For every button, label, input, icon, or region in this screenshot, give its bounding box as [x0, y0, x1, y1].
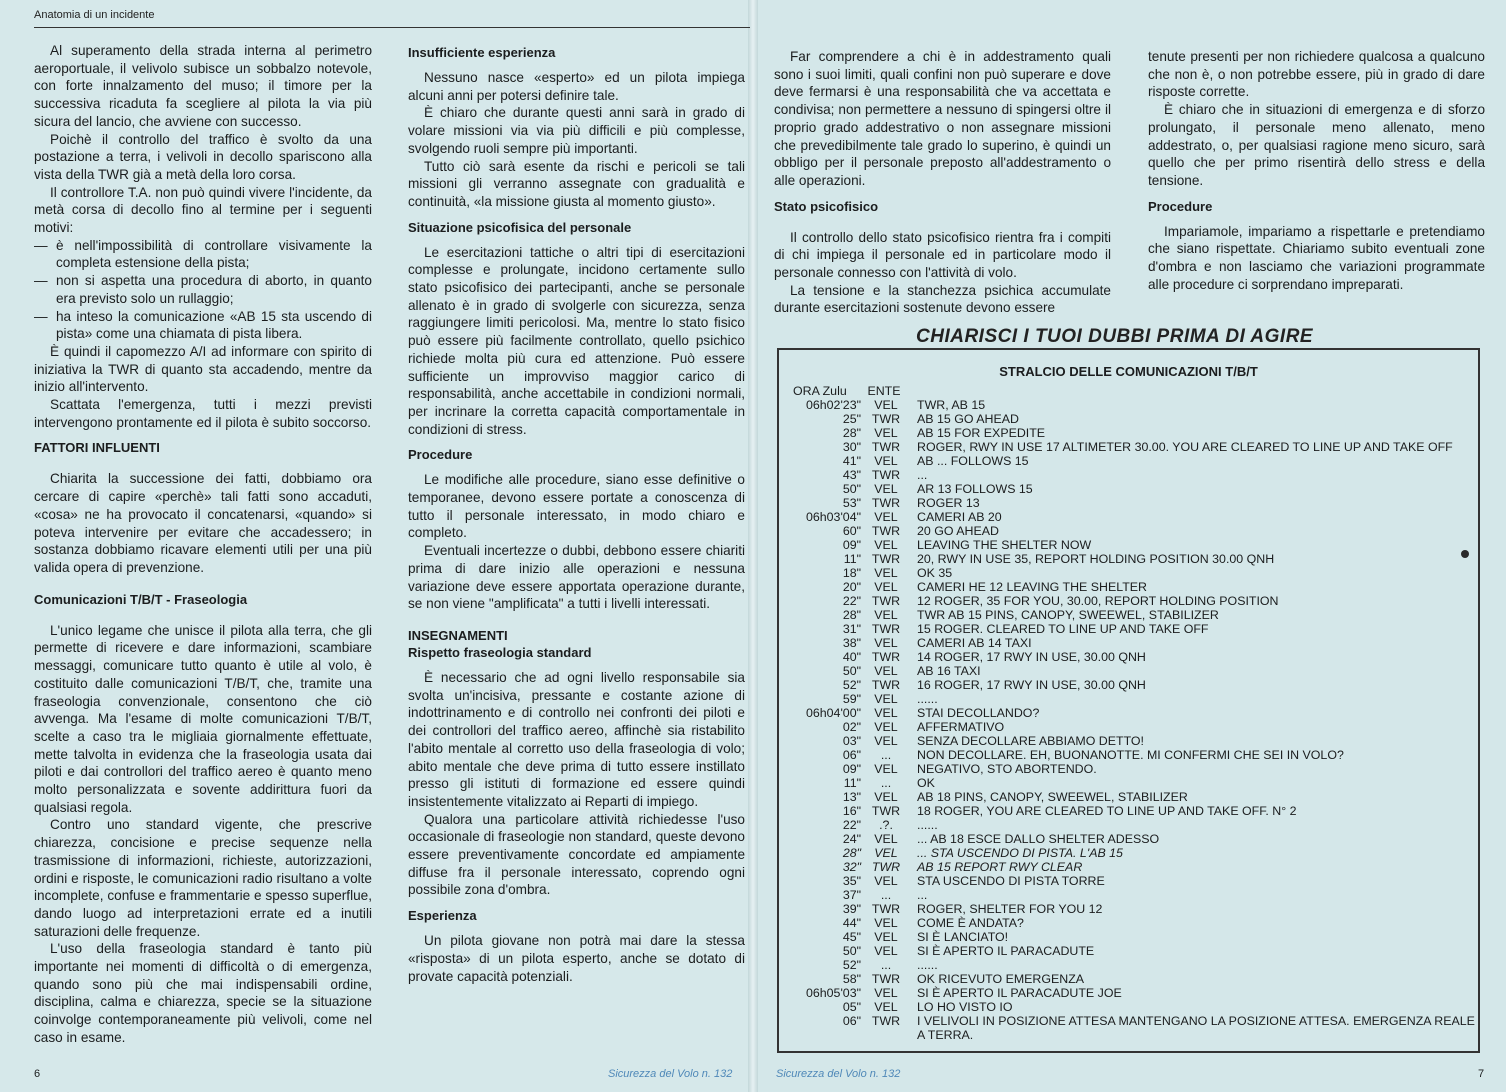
paragraph: Le esercitazioni tattiche o altri tipi di esercitazioni complesse e prolungate, incidono certamente sullo stato psicofisico dei partecipanti, anche se personale allenato è in grado di svolgerle con sicurezza, senza raggiungere limiti pericolosi. Ma, mentre lo stato fisico può essere più facilmente controllato, quello psichico richiede molta più cura ed attenzione. Può essere sufficiente un improvviso maggior carico di responsabilità, anche accettabile in condizioni normali, per incrinare la corretta capacità comportamentale in condizioni di stress. [408, 244, 745, 437]
header-entity: ENTE [867, 384, 901, 398]
time-cell: 39" [842, 902, 861, 916]
entity-cell: VEL [874, 916, 898, 930]
table-row [789, 454, 1479, 468]
table-row [789, 594, 1479, 608]
entity-cell: TWR [871, 496, 901, 510]
entity-cell: VEL [874, 510, 898, 524]
time-cell: 05" [842, 1000, 861, 1014]
time-cell: 18" [842, 566, 861, 580]
entity-cell: VEL [874, 692, 898, 706]
time-cell: 16" [842, 804, 861, 818]
message-cell: AB 16 TAXI [917, 664, 981, 678]
time-cell: 43" [842, 468, 861, 482]
entity-cell: VEL [874, 762, 898, 776]
time-cell: 58" [842, 972, 861, 986]
entity-cell: TWR [871, 622, 901, 636]
entity-cell: VEL [874, 790, 898, 804]
message-cell: STA USCENDO DI PISTA TORRE [917, 874, 1105, 888]
paragraph: È chiaro che durante questi anni sarà in grado di volare missioni via via più difficili e più complesse, svolgendo ruoli sempre più importanti. [408, 105, 745, 156]
time-cell: 60" [842, 524, 861, 538]
paragraph: Nessuno nasce «esperto» ed un pilota impiega alcuni anni per potersi definire tale. [408, 70, 745, 103]
paragraph: Far comprendere a chi è in addestramento quali sono i suoi limiti, quali confini non può superare e dove deve fermarsi è una responsabilità che va accettata e condivisa; non permettere a nessuno di spingersi oltre il proprio grado addestrativo o non assegnare missioni che prevedibilmente tale grado lo superino, è quindi un obbligo per il personale preposto all'addestramento o alle operazioni. [774, 49, 1111, 188]
magazine-footer-right [776, 1068, 900, 1080]
time-cell: 41" [842, 454, 861, 468]
time-cell: 06" [842, 1014, 861, 1028]
communications-table [789, 384, 1479, 1042]
message-cell: LEAVING THE SHELTER NOW [917, 538, 1092, 552]
time-cell: 44" [842, 916, 861, 930]
list-item: — non si aspetta una procedura di aborto, in quanto era previsto solo un rullaggio; [34, 272, 372, 307]
table-row [789, 412, 1479, 426]
entity-cell: TWR [871, 440, 901, 454]
motivi-list [34, 237, 372, 343]
section-heading: Situazione psicofisica del personale [408, 219, 632, 235]
message-cell: SI È LANCIATO! [917, 930, 1009, 944]
time-cell: 52" [842, 678, 861, 692]
message-cell: ...... [917, 818, 938, 832]
time-cell: 50" [842, 944, 861, 958]
section-heading: Procedure [408, 447, 473, 463]
message-cell: OK RICEVUTO EMERGENZA [917, 972, 1085, 986]
table-row [789, 678, 1479, 692]
time-cell: 52" [842, 958, 861, 972]
paragraph: Contro uno standard vigente, che prescrive chiarezza, concisione e precise sequenze nella trasmissione di informazioni, richieste, autorizzazioni, ordini e risposte, le comunicazioni radio risultano a volte incomplete, confuse e frammentarie e spesso superflue, dando luogo ad interpretazioni errate ed a inutili saturazioni delle frequenze. [34, 817, 372, 939]
message-cell: AB 15 GO AHEAD [917, 412, 1019, 426]
time-cell: 22" [842, 594, 861, 608]
table-row [789, 636, 1479, 650]
time-cell: 22" [842, 818, 861, 832]
table-row [789, 790, 1479, 804]
time-cell: 31" [842, 622, 861, 636]
paragraph: Poichè il controllo del traffico è svolto da una postazione a terra, i velivoli in decollo spariscono alla vista della TWR già a metà della loro corsa. [34, 131, 372, 182]
table-row [789, 958, 1479, 972]
section-heading: Comunicazioni T/B/T - Fraseologia [34, 591, 248, 607]
entity-cell: ... [880, 748, 892, 762]
message-cell: ... AB 18 ESCE DALLO SHELTER ADESSO [917, 832, 1160, 846]
entity-cell: VEL [874, 538, 898, 552]
entity-cell: TWR [871, 650, 901, 664]
time-cell: 35" [842, 874, 861, 888]
time-cell: 28" [842, 846, 861, 860]
time-cell: 59" [842, 692, 861, 706]
paragraph: Qualora una particolare attività richiedesse l'uso occasionale di fraseologie non standard, queste devono essere preventivamente concordate ed ampiamente diffuse fra il personale interessato, coprendo ogni possibile zona d'ombra. [408, 811, 745, 898]
list-item: — ha inteso la comunicazione «AB 15 sta uscendo di pista» come una chiamata di pista libera. [34, 308, 372, 343]
message-cell: COME È ANDATA? [917, 916, 1024, 930]
page-gutter [748, 0, 758, 1092]
paragraph: Il controllo dello stato psicofisico rientra fra i compiti di chi impiega il personale ed in particolare modo il personale connesso con l'attività di volo. [774, 229, 1111, 281]
column-2 [408, 44, 745, 985]
time-cell: 30" [842, 440, 861, 454]
entity-cell: .?. [879, 818, 893, 832]
message-cell: ... [917, 468, 928, 482]
table-row [789, 496, 1479, 510]
time-cell: 24" [842, 832, 861, 846]
message-cell: TWR AB 15 PINS, CANOPY, SWEEWEL, STABILIZER [917, 608, 1219, 622]
table-row [789, 986, 1479, 1000]
time-cell: 06h03'04" [805, 510, 861, 524]
message-cell: SENZA DECOLLARE ABBIAMO DETTO! [917, 734, 1144, 748]
table-row [789, 650, 1479, 664]
message-cell: 20, RWY IN USE 35, REPORT HOLDING POSITION 30.00 QNH [917, 552, 1275, 566]
entity-cell: TWR [871, 1014, 901, 1028]
table-row [789, 608, 1479, 622]
table-row [789, 944, 1479, 958]
time-cell: 25" [842, 412, 861, 426]
entity-cell: VEL [874, 846, 898, 860]
message-cell: OK [917, 776, 935, 790]
time-cell: 50" [842, 664, 861, 678]
table-row [789, 874, 1479, 888]
table-row [789, 804, 1479, 818]
message-cell: AFFERMATIVO [917, 720, 1005, 734]
entity-cell: TWR [871, 804, 901, 818]
message-cell: ROGER, SHELTER FOR YOU 12 [917, 902, 1103, 916]
entity-cell: TWR [871, 468, 901, 482]
paragraph: Chiarita la successione dei fatti, dobbiamo ora cercare di capire «perchè» tali fatti sono accaduti, «cosa» ne ha provocato il concatenarsi, «quando» si poteva intervenire per evitare che accadessero; in sostanza dobbiamo ricavare elementi utili per una più valida opera di prevenzione. [34, 471, 372, 575]
message-cell: ...... [917, 958, 938, 972]
time-cell: 13" [842, 790, 861, 804]
entity-cell: ... [880, 776, 892, 790]
message-cell: 14 ROGER, 17 RWY IN USE, 30.00 QNH [917, 650, 1146, 664]
table-row [789, 622, 1479, 636]
message-cell: TWR, AB 15 [917, 398, 986, 412]
table-row [789, 398, 1479, 412]
time-cell: 37" [842, 888, 861, 902]
entity-cell: VEL [874, 608, 898, 622]
section-heading: Stato psicofisico [774, 198, 879, 214]
paragraph: Le modifiche alle procedure, siano esse definitive o temporanee, devono essere portate a conoscenza di tutto il personale interessato, in modo chiaro e completo. [408, 472, 745, 541]
time-cell: 09" [842, 762, 861, 776]
message-cell: AB 15 REPORT RWY CLEAR [917, 860, 1083, 874]
section-heading: Rispetto fraseologia standard [408, 644, 592, 660]
column-3 [774, 48, 1111, 317]
time-cell: 45" [842, 930, 861, 944]
paragraph: L'uso della fraseologia standard è tanto più importante nei momenti di difficoltà o di emergenza, quando sono più che mai indispensabili ordine, disciplina, calma e chiarezza, specie se la situazione coinvolge contemporaneamente più velivoli, come nel caso in esame. [34, 941, 372, 1045]
table-row [789, 664, 1479, 678]
entity-cell: TWR [871, 678, 901, 692]
message-cell: AB 15 FOR EXPEDITE [917, 426, 1046, 440]
time-cell: 03" [842, 734, 861, 748]
time-cell: 06h04'00" [805, 706, 861, 720]
entity-cell: VEL [874, 580, 898, 594]
table-row [789, 468, 1479, 482]
time-cell: 02" [842, 720, 861, 734]
section-heading: INSEGNAMENTI [408, 627, 508, 643]
entity-cell: VEL [874, 1000, 898, 1014]
table-row [789, 440, 1479, 454]
time-cell: 11" [843, 776, 861, 790]
time-cell: 20" [842, 580, 861, 594]
running-head: Anatomia di un incidente [34, 9, 155, 21]
time-cell: 06" [842, 748, 861, 762]
table-row [789, 972, 1479, 986]
table-row [789, 524, 1479, 538]
message-cell: SI È APERTO IL PARACADUTE JOE [917, 986, 1122, 1000]
table-row [789, 1014, 1479, 1042]
message-cell: NON DECOLLARE. EH, BUONANOTTE. MI CONFERMI CHE SEI IN VOLO? [917, 748, 1344, 762]
time-cell: 40" [842, 650, 861, 664]
paragraph: Eventuali incertezze o dubbi, debbono essere chiariti prima di dare inizio alle operazioni e nessuna variazione deve essere apportata operazione durante, se non viene "amplificata" a tutti i livelli interessati. [408, 543, 745, 612]
paragraph: È chiaro che in situazioni di emergenza e di sforzo prolungato, il personale meno allenato, meno addestrato, o, per qualsiasi ragione meno sicuro, sarà quello che per primo risentirà dello stress e della tensione. [1148, 102, 1485, 188]
entity-cell: VEL [874, 832, 898, 846]
time-cell: 38" [842, 636, 861, 650]
time-cell: 06h02'23" [805, 398, 861, 412]
entity-cell: VEL [874, 930, 898, 944]
message-cell: 16 ROGER, 17 RWY IN USE, 30.00 QNH [917, 678, 1146, 692]
entity-cell: VEL [874, 636, 898, 650]
table-row [789, 426, 1479, 440]
message-cell: ROGER, RWY IN USE 17 ALTIMETER 30.00. YOU ARE CLEARED TO LINE UP AND TAKE OFF [917, 440, 1453, 454]
paragraph: Impariamole, impariamo a rispettarle e pretendiamo che siano rispettate. Chiariamo subito eventuali zone d'ombra e non lasciamo che variazioni programmate alle procedure ci sorprendano impreparati. [1148, 223, 1485, 292]
banner-title: CHIARISCI I TUOI DUBBI PRIMA DI AGIRE [916, 326, 1314, 347]
entity-cell: ... [880, 888, 892, 902]
section-heading: Procedure [1148, 198, 1213, 214]
entity-cell: TWR [871, 972, 901, 986]
entity-cell: VEL [874, 482, 898, 496]
paragraph: Un pilota giovane non potrà mai dare la stessa «risposta» di un pilota esperto, anche se dotato di provate capacità potenziali. [408, 933, 745, 984]
table-row [789, 482, 1479, 496]
time-cell: 53" [842, 496, 861, 510]
paragraph: Il controllore T.A. non può quindi vivere l'incidente, da metà corsa di decollo fino al termine per i seguenti motivi: [34, 184, 372, 236]
table-row [789, 692, 1479, 706]
message-cell: NEGATIVO, STO ABORTENDO. [917, 762, 1097, 776]
box-title: STRALCIO DELLE COMUNICAZIONI T/B/T [999, 364, 1258, 379]
message-cell: 15 ROGER. CLEARED TO LINE UP AND TAKE OFF [917, 622, 1209, 636]
table-row [789, 510, 1479, 524]
table-row [789, 888, 1479, 902]
table-row [789, 566, 1479, 580]
paragraph: Scattata l'emergenza, tutti i mezzi previsti intervengono prontamente ed il pilota è subito soccorso. [34, 397, 372, 430]
column-1 [34, 42, 372, 1047]
list-item: — è nell'impossibilità di controllare visivamente la completa estensione della pista; [34, 237, 372, 272]
time-cell: 28" [842, 426, 861, 440]
table-row [789, 916, 1479, 930]
time-cell: 11" [843, 552, 861, 566]
paragraph: L'unico legame che unisce il pilota alla terra, che gli permette di ricevere e dare informazioni, scambiare messaggi, comunicare tutto quanto è utile al volo, è costituito dalle comunicazioni T/B/T, che, tramite una fraseologia convenzionale, consentono che ciò avvenga. Ma l'esame di molte comunicazioni T/B/T, scelte a caso tra le migliaia giornalmente effettuate, mette talvolta in evidenza che la fraseologia usata dai piloti e dai controllori del traffico aereo è quanto meno molto personalizzata e sovente addirittura fuori da qualsiasi regola. [34, 622, 372, 815]
page-number-left: 6 [34, 1068, 41, 1080]
magazine-name: Sicurezza del Volo n. 132 [776, 1068, 901, 1080]
message-cell: AR 13 FOLLOWS 15 [917, 482, 1033, 496]
entity-cell: TWR [871, 552, 901, 566]
table-row [789, 902, 1479, 916]
table-row [789, 776, 1479, 790]
message-cell: CAMERI AB 20 [917, 510, 1002, 524]
message-cell: AB 18 PINS, CANOPY, SWEEWEL, STABILIZER [917, 790, 1188, 804]
entity-cell: VEL [874, 986, 898, 1000]
message-cell: SI È APERTO IL PARACADUTE [917, 944, 1095, 958]
entity-cell: ... [880, 958, 892, 972]
magazine-footer-left [608, 1068, 732, 1080]
message-cell: CAMERI HE 12 LEAVING THE SHELTER [917, 580, 1147, 594]
table-row [789, 832, 1479, 846]
table-row [789, 538, 1479, 552]
table-row [789, 818, 1479, 832]
page-number-right: 7 [1478, 1068, 1485, 1080]
entity-cell: TWR [871, 412, 901, 426]
entity-cell: VEL [874, 944, 898, 958]
paragraph: La tensione e la stanchezza psichica accumulate durante esercitazioni sostenute devono essere [774, 282, 1111, 316]
entity-cell: TWR [871, 860, 901, 874]
message-cell: AB ... FOLLOWS 15 [917, 454, 1029, 468]
table-header [789, 384, 1479, 398]
entity-cell: TWR [871, 594, 901, 608]
entity-cell: VEL [874, 706, 898, 720]
message-cell: OK 35 [917, 566, 953, 580]
time-cell: 06h05'03" [805, 986, 861, 1000]
message-cell: ROGER 13 [917, 496, 980, 510]
time-cell: 50" [842, 482, 861, 496]
table-row [789, 552, 1479, 566]
entity-cell: VEL [874, 664, 898, 678]
message-cell: ...... [917, 692, 938, 706]
paragraph: tenute presenti per non richiedere qualcosa a qualcuno che non è, o non potrebbe essere, più in grado di dare risposte corrette. [1148, 49, 1485, 100]
communications-box [777, 348, 1480, 1053]
table-row [789, 930, 1479, 944]
message-cell: ... STA USCENDO DI PISTA. L'AB 15 [917, 846, 1123, 860]
entity-cell: TWR [871, 524, 901, 538]
section-heading: FATTORI INFLUENTI [34, 440, 160, 456]
column-4 [1148, 48, 1485, 293]
table-row [789, 720, 1479, 734]
ink-speck [1461, 550, 1469, 558]
message-cell: ... [917, 888, 928, 902]
paragraph: È quindi il capomezzo A/I ad informare con spirito di iniziativa la TWR di quanto sta accadendo, mentre da inizio all'intervento. [34, 343, 372, 395]
entity-cell: TWR [871, 902, 901, 916]
table-row [789, 846, 1479, 860]
table-row [789, 734, 1479, 748]
message-cell: 20 GO AHEAD [917, 524, 999, 538]
entity-cell: VEL [874, 566, 898, 580]
paragraph: Al superamento della strada interna al perimetro aeroportuale, il velivolo subisce un sobbalzo notevole, con forte innalzamento del muso; il timore per la successiva ricaduta fa scegliere al pilota la via più sicura del lancio, che avviene con successo. [34, 43, 372, 129]
entity-cell: VEL [874, 720, 898, 734]
header-time: ORA Zulu [793, 384, 847, 398]
table-row [789, 580, 1479, 594]
header-rule [34, 27, 750, 28]
entity-cell: VEL [874, 874, 898, 888]
message-cell: LO HO VISTO IO [917, 1000, 1013, 1014]
time-cell: 28" [842, 608, 861, 622]
message-cell: CAMERI AB 14 TAXI [917, 636, 1032, 650]
table-row [789, 860, 1479, 874]
entity-cell: VEL [874, 734, 898, 748]
entity-cell: VEL [874, 398, 898, 412]
magazine-name: Sicurezza del Volo n. 132 [608, 1068, 733, 1080]
message-cell: STAI DECOLLANDO? [917, 706, 1040, 720]
paragraph: È necessario che ad ogni livello responsabile sia svolta un'incisiva, pressante e costante azione di indottrinamento e di controllo nei confronti dei piloti e dei controllori del traffico aereo, affinchè sia ristabilito l'abito mentale al corretto uso della fraseologia di volo; abito mentale che deve prima di tutto essere instillato presso gli istituti di formazione ed essere quindi insistentemente vitalizzato ai Reparti di impiego. [408, 669, 745, 809]
message-cell: I VELIVOLI IN POSIZIONE ATTESA MANTENGANO LA POSIZIONE ATTESA. EMERGENZA REALE A TERRA. [917, 1014, 1475, 1042]
time-cell: 09" [842, 538, 861, 552]
table-row [789, 748, 1479, 762]
table-row [789, 762, 1479, 776]
message-cell: 12 ROGER, 35 FOR YOU, 30.00, REPORT HOLDING POSITION [917, 594, 1279, 608]
entity-cell: VEL [874, 426, 898, 440]
table-row [789, 1000, 1479, 1014]
entity-cell: VEL [874, 454, 898, 468]
section-heading: Esperienza [408, 908, 477, 924]
table-row [789, 706, 1479, 720]
section-heading: Insufficiente esperienza [408, 45, 556, 60]
time-cell: 32" [842, 860, 861, 874]
message-cell: 18 ROGER, YOU ARE CLEARED TO LINE UP AND TAKE OFF. N° 2 [917, 804, 1297, 818]
paragraph: Tutto ciò sarà esente da rischi e pericoli se tali missioni gli verranno assegnate con gradualità e continuità, «la missione giusta al momento giusto». [408, 158, 745, 209]
